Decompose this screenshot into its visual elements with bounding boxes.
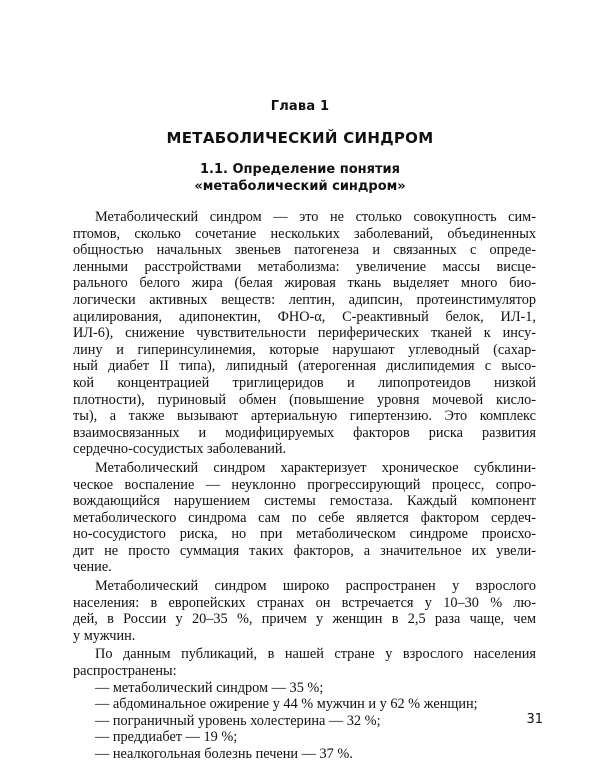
section-heading-line: «метаболический синдром» — [194, 179, 406, 194]
text-line: кой концентрацией триглицеридов и липопротеидов низкой — [73, 374, 536, 391]
paragraph — [73, 460, 536, 576]
chapter-heading: Глава 1 — [270, 99, 330, 114]
text-line: вождающийся нарушением системы гемостаза. Каждый компонент — [73, 493, 536, 510]
text-line: но-сосудистого риска, но при метаболическом синдроме происхо- — [73, 526, 536, 543]
list-item: — преддиабет — 19 %; — [95, 729, 238, 746]
text-line: Метаболический синдром широко распространен у взрослого — [95, 578, 536, 595]
list-item: — метаболический синдром — 35 %; — [95, 679, 324, 696]
section-heading — [0, 161, 600, 195]
body-text — [73, 209, 536, 763]
text-line: лину и гиперинсулинемия, которые нарушают углеводный (сахар- — [73, 341, 536, 358]
text-line: распространены: — [73, 663, 177, 680]
text-line: взаимосвязанных и модифицируемых факторов риска развития — [73, 424, 536, 441]
text-line: логически активных веществ: лептин, адипсин, протеинстимулятор — [73, 291, 536, 308]
section-heading-line: 1.1. Определение понятия — [200, 162, 400, 177]
paragraph — [73, 209, 536, 458]
text-line: общностью начальных звеньев патогенеза и связанных с опреде- — [73, 242, 536, 259]
text-line: рального белого жира (белая жировая ткань выделяет много био- — [73, 275, 536, 292]
text-line: Метаболический синдром — это не столько совокупность сим- — [95, 209, 536, 225]
text-line: Метаболический синдром характеризует хроническое субклини- — [95, 459, 536, 476]
text-line: плотности), пуриновый обмен (повышение уровня мочевой кисло- — [73, 391, 536, 408]
text-line: дей, в России у 20–35 %, причем у женщин в 2,5 раза чаще, чем — [73, 611, 536, 628]
paragraph — [73, 578, 536, 644]
text-line: ный диабет II типа), липидный (атерогенная дислипидемия с высо- — [73, 358, 536, 375]
text-line: ческое воспаление — неуклонно прогрессирующий процесс, сопро- — [73, 476, 536, 493]
text-line: ИЛ-6), снижение чувствительности периферических тканей к инсу- — [73, 325, 536, 342]
text-line: населения: в европейских странах он встречается у 10–30 % лю- — [73, 594, 536, 611]
paragraph — [73, 646, 536, 679]
text-line: птомов, сколько сочетание нескольких заболеваний, объединенных — [73, 225, 536, 242]
text-line: дит не просто суммация таких факторов, а значительное их увели- — [73, 542, 536, 559]
list-item: — абдоминальное ожирение у 44 % мужчин и у 62 % женщин; — [95, 696, 478, 713]
text-line: у мужчин. — [73, 627, 136, 644]
text-line: чение. — [73, 559, 112, 576]
bullet-list — [73, 680, 536, 763]
text-line: ацилирования, адипонектин, ФНО-α, С-реактивный белок, ИЛ-1, — [73, 308, 536, 325]
list-item: — пограничный уровень холестерина — 32 %; — [95, 712, 381, 729]
text-line: По данным публикаций, в нашей стране у взрослого населения — [95, 646, 536, 663]
page-number: 31 — [526, 712, 543, 727]
chapter-title: МЕТАБОЛИЧЕСКИЙ СИНДРОМ — [166, 129, 434, 147]
text-line: ты), а также вызывают артериальную гипертензию. Это комплекс — [73, 408, 536, 425]
text-line: сердечно-сосудистых заболеваний. — [73, 441, 287, 458]
list-item: — неалкогольная болезнь печени — 37 %. — [95, 746, 353, 762]
text-line: ленными расстройствами метаболизма: увеличение массы висце- — [73, 258, 536, 275]
text-line: метаболического синдрома сам по себе является фактором сердеч- — [73, 509, 536, 526]
